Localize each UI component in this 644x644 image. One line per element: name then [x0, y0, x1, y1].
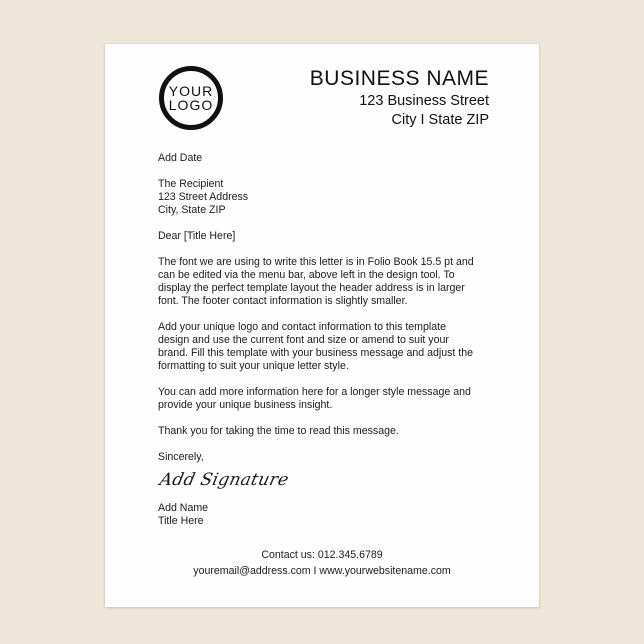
- business-name: BUSINESS NAME: [309, 67, 489, 90]
- paragraph-2: [158, 321, 498, 373]
- logo-text-line1: YOUR: [168, 83, 214, 99]
- paragraph-1: [158, 256, 498, 308]
- paragraph-line: brand. Fill this template with your business message and adjust the: [158, 347, 474, 359]
- letter-body: [158, 152, 498, 477]
- salutation: Dear [Title Here]: [158, 230, 236, 242]
- signature: Add Signature: [157, 470, 291, 490]
- footer-web: youremail@address.com I www.yourwebsitename.com: [193, 565, 451, 577]
- sender-title: Title Here: [158, 515, 204, 527]
- sender-name: Add Name: [158, 502, 209, 514]
- paragraph-line: can be edited via the menu bar, above left in the design tool. To: [158, 269, 455, 281]
- letterhead-page: [105, 44, 539, 607]
- business-city-state: City I State ZIP: [391, 112, 489, 128]
- signoff: Sincerely,: [158, 451, 204, 463]
- paragraph-line: design and use the current font and size or amend to suit your: [158, 334, 449, 346]
- recipient-city: City, State ZIP: [158, 204, 226, 216]
- paragraph-3: [158, 386, 498, 412]
- paragraph-line: display the perfect template layout the header address is in larger: [158, 282, 465, 294]
- logo-text-line2: LOGO: [168, 97, 214, 113]
- paragraph-4: [158, 425, 498, 438]
- business-street: 123 Business Street: [359, 93, 489, 109]
- sender-block: [158, 502, 208, 528]
- letter-date: Add Date: [158, 152, 203, 164]
- logo: [159, 66, 223, 130]
- paragraph-line: Thank you for taking the time to read this message.: [158, 425, 399, 437]
- footer-contact: Contact us: 012.345.6789: [261, 549, 383, 561]
- recipient-address: [158, 178, 498, 217]
- paragraph-line: The font we are using to write this letter is in Folio Book 15.5 pt and: [158, 256, 474, 268]
- paragraph-line: formatting to suit your unique letter style.: [158, 360, 349, 372]
- paragraph-line: font. The footer contact information is slightly smaller.: [158, 295, 408, 307]
- letterhead-footer: [105, 547, 539, 579]
- paragraph-line: Add your unique logo and contact information to this template: [158, 321, 446, 333]
- recipient-name: The Recipient: [158, 178, 224, 190]
- letterhead-header: [310, 66, 489, 130]
- recipient-street: 123 Street Address: [158, 191, 249, 203]
- paragraph-line: You can add more information here for a longer style message and: [158, 386, 471, 398]
- paragraph-line: provide your unique business insight.: [158, 399, 333, 411]
